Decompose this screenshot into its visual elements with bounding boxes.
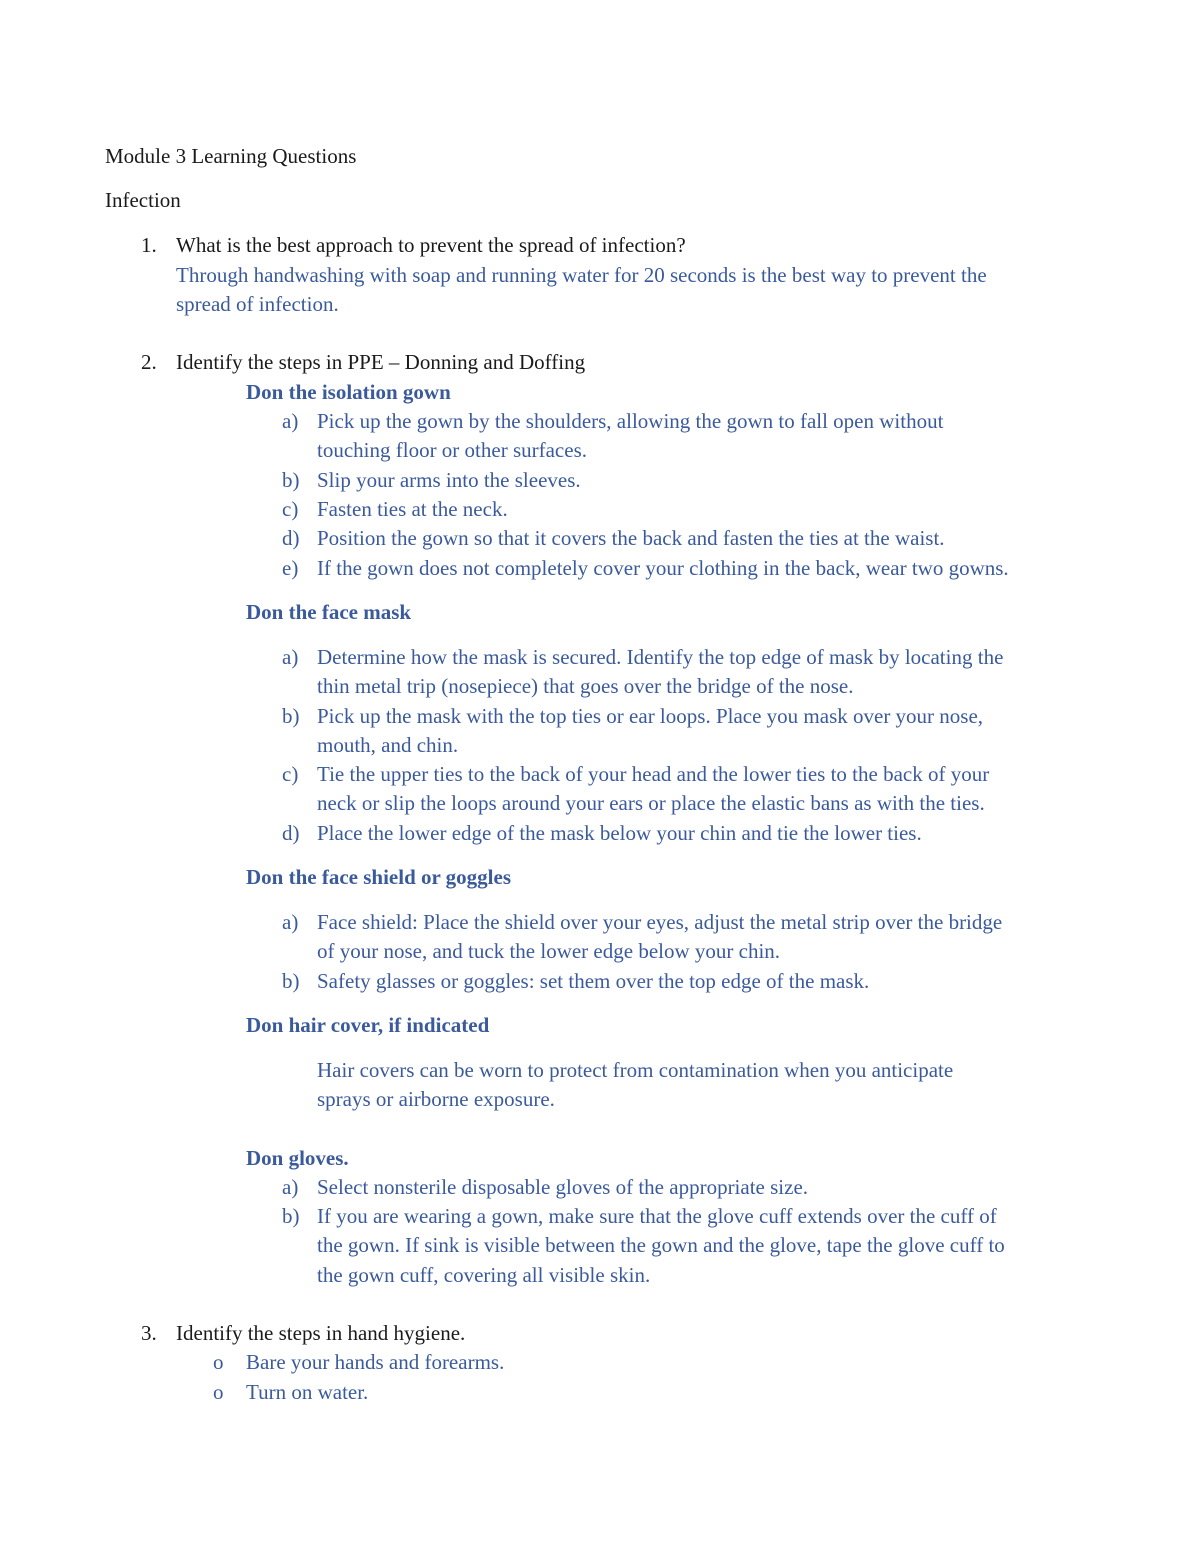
bullet-marker: o — [213, 1350, 224, 1374]
list-marker: a) — [282, 1175, 299, 1199]
section-heading: Infection — [105, 188, 181, 212]
list-item-text: If the gown does not completely cover your clothing in the back, wear two gowns. — [317, 556, 1009, 580]
list-item-text: thin metal trip (nosepiece) that goes over the bridge of the nose. — [317, 674, 854, 698]
ppe-step-heading: Don gloves. — [246, 1146, 349, 1170]
ppe-step-heading: Don hair cover, if indicated — [246, 1013, 490, 1037]
list-item-text: the gown cuff, covering all visible skin. — [317, 1263, 651, 1287]
list-marker: a) — [282, 409, 299, 433]
list-item-text: Safety glasses or goggles: set them over the top edge of the mask. — [317, 969, 870, 993]
list-item-text: Determine how the mask is secured. Identify the top edge of mask by locating the — [317, 645, 1004, 669]
list-item-text: Slip your arms into the sleeves. — [317, 468, 581, 492]
list-marker: b) — [282, 468, 300, 492]
question-number: 3. — [141, 1321, 157, 1345]
list-item-text: Position the gown so that it covers the back and fasten the ties at the waist. — [317, 526, 945, 550]
bullet-marker: o — [213, 1380, 224, 1404]
list-item-text: touching floor or other surfaces. — [317, 438, 587, 462]
list-item-text: Face shield: Place the shield over your eyes, adjust the metal strip over the bridge — [317, 910, 1003, 934]
list-marker: b) — [282, 969, 300, 993]
list-item-text: If you are wearing a gown, make sure that the glove cuff extends over the cuff of — [317, 1204, 997, 1228]
paragraph-line: sprays or airborne exposure. — [317, 1087, 555, 1111]
list-marker: e) — [282, 556, 299, 580]
answer-line: spread of infection. — [176, 292, 339, 316]
document-title: Module 3 Learning Questions — [105, 144, 357, 168]
list-marker: c) — [282, 497, 299, 521]
ppe-step-heading: Don the face mask — [246, 600, 412, 624]
list-item-text: Pick up the gown by the shoulders, allowing the gown to fall open without — [317, 409, 944, 433]
bullet-text: Bare your hands and forearms. — [246, 1350, 505, 1374]
list-item-text: Select nonsterile disposable gloves of the appropriate size. — [317, 1175, 809, 1199]
question-number: 2. — [141, 350, 157, 374]
list-item-text: Tie the upper ties to the back of your head and the lower ties to the back of your — [317, 762, 990, 786]
list-marker: d) — [282, 821, 300, 845]
list-item-text: of your nose, and tuck the lower edge below your chin. — [317, 939, 781, 963]
list-item-text: the gown. If sink is visible between the gown and the glove, tape the glove cuff to — [317, 1233, 1005, 1257]
question-text: What is the best approach to prevent the spread of infection? — [176, 233, 686, 257]
question-text: Identify the steps in PPE – Donning and Doffing — [176, 350, 586, 374]
question-number: 1. — [141, 233, 157, 257]
list-marker: b) — [282, 1204, 300, 1228]
ppe-step-heading: Don the isolation gown — [246, 380, 451, 404]
list-marker: b) — [282, 704, 300, 728]
question-text: Identify the steps in hand hygiene. — [176, 1321, 466, 1345]
list-marker: a) — [282, 645, 299, 669]
list-item-text: Fasten ties at the neck. — [317, 497, 508, 521]
list-item-text: mouth, and chin. — [317, 733, 459, 757]
answer-line: Through handwashing with soap and running water for 20 seconds is the best way to prevent the — [176, 263, 987, 287]
ppe-step-heading: Don the face shield or goggles — [246, 865, 512, 889]
list-item-text: Pick up the mask with the top ties or ear loops. Place you mask over your nose, — [317, 704, 984, 728]
list-marker: a) — [282, 910, 299, 934]
bullet-text: Turn on water. — [246, 1380, 369, 1404]
paragraph-line: Hair covers can be worn to protect from contamination when you anticipate — [317, 1058, 954, 1082]
list-item-text: Place the lower edge of the mask below your chin and tie the lower ties. — [317, 821, 922, 845]
list-marker: c) — [282, 762, 299, 786]
list-item-text: neck or slip the loops around your ears or place the elastic bans as with the ties. — [317, 791, 985, 815]
list-marker: d) — [282, 526, 300, 550]
